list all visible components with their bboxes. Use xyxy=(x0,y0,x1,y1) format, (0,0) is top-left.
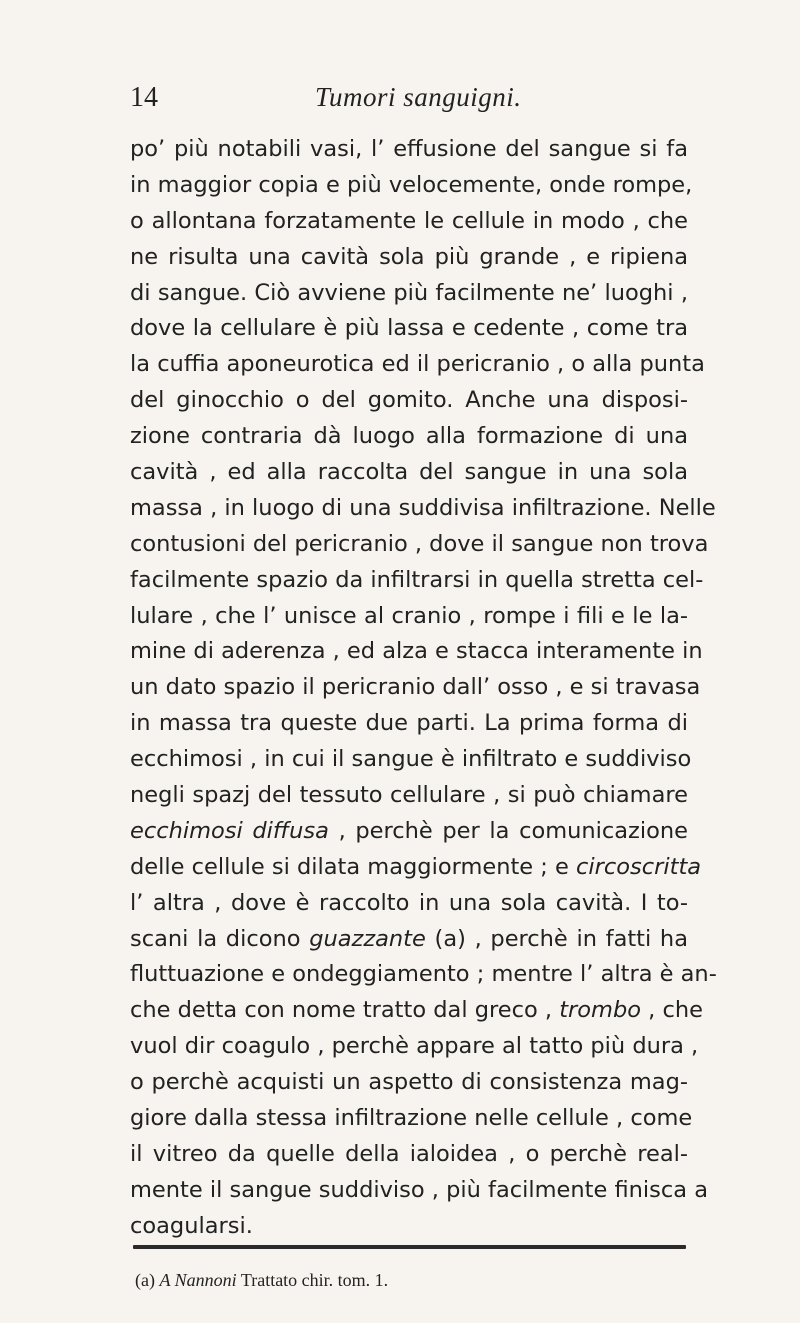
text-line xyxy=(130,599,688,635)
text-segment: zione contraria dà luogo alla formazione di una xyxy=(130,423,688,450)
text-segment: mine di aderenza , ed alza e stacca interamente in xyxy=(130,638,703,665)
text-segment: in maggior copia e più velocemente, onde rompe, xyxy=(130,171,693,198)
text-line xyxy=(130,168,693,204)
body-text xyxy=(130,132,717,1245)
text-segment: del ginocchio o del gomito. Anche una disposi- xyxy=(130,387,688,414)
running-title: Tumori sanguigni. xyxy=(315,82,522,112)
text-line xyxy=(130,276,688,312)
text-line xyxy=(130,993,703,1029)
text-line xyxy=(130,311,688,347)
text-line xyxy=(130,204,688,240)
text-line xyxy=(130,742,692,778)
text-segment: lulare , che l’ unisce al cranio , rompe i fili e le la- xyxy=(130,602,688,629)
page-number: 14 xyxy=(130,82,158,113)
text-segment: po’ più notabili vasi, l’ effusione del sangue si fa xyxy=(130,136,688,162)
text-line xyxy=(130,527,709,563)
text-segment: contusioni del pericranio , dove il sangue non trova xyxy=(130,530,709,557)
italic-term: trombo xyxy=(559,997,642,1024)
text-line xyxy=(130,1173,708,1209)
text-line xyxy=(130,563,704,599)
footnote-reference: Trattato chir. tom. 1. xyxy=(236,1270,389,1290)
text-segment: cavità , ed alla raccolta del sangue in una sola xyxy=(130,459,688,486)
text-line xyxy=(130,886,688,922)
text-segment: ne risulta una cavità sola più grande , e ripiena xyxy=(130,243,688,270)
footnote-rule xyxy=(133,1245,686,1249)
text-line xyxy=(130,347,705,383)
text-line xyxy=(130,778,688,814)
text-segment: negli spazj del tessuto cellulare , si può chiamare xyxy=(130,782,688,809)
text-line xyxy=(130,670,701,706)
text-segment: che detta con nome tratto dal greco , xyxy=(130,997,560,1024)
text-line xyxy=(130,1209,688,1245)
text-segment: la cuffia aponeurotica ed il pericranio , o alla punta xyxy=(130,351,705,378)
text-segment: mente il sangue suddiviso , più facilmente finisca a xyxy=(130,1176,708,1203)
text-segment: o allontana forzatamente le cellule in modo , che xyxy=(130,207,688,234)
text-line xyxy=(130,240,688,276)
text-segment: massa , in luogo di una suddivisa infiltrazione. Nelle xyxy=(130,494,716,521)
italic-term: circoscritta xyxy=(576,853,702,880)
text-segment: facilmente spazio da infiltrarsi in quella stretta cel- xyxy=(130,566,704,593)
text-line xyxy=(130,1101,693,1137)
text-segment: giore dalla stessa infiltrazione nelle cellule , come xyxy=(130,1105,693,1132)
text-segment: dove la cellulare è più lassa e cedente , come tra xyxy=(130,315,688,342)
italic-term: guazzante xyxy=(309,925,426,952)
text-line xyxy=(130,922,688,958)
text-segment: in massa tra queste due parti. La prima forma di xyxy=(130,710,688,737)
text-segment: scani la dicono xyxy=(130,925,310,952)
footnote-author: A Nannoni xyxy=(159,1270,237,1290)
italic-term: ecchimosi diffusa xyxy=(130,817,329,844)
text-line xyxy=(130,814,688,850)
text-segment: di sangue. Ciò avviene più facilmente ne’ luoghi , xyxy=(130,279,688,306)
text-segment: , perchè per la comunicazione xyxy=(328,817,688,844)
text-line xyxy=(130,491,716,527)
text-line xyxy=(130,706,688,742)
text-segment: coagularsi. xyxy=(130,1212,253,1239)
footnote-mark: (a) xyxy=(135,1270,155,1290)
text-line xyxy=(130,383,688,419)
text-segment: un dato spazio il pericranio dall’ osso , e si travasa xyxy=(130,674,701,701)
text-segment: , che xyxy=(641,997,703,1024)
text-segment: il vitreo da quelle della ialoidea , o perchè real- xyxy=(130,1140,688,1167)
footnote xyxy=(135,1270,388,1291)
text-line xyxy=(130,1137,688,1173)
text-segment: vuol dir coagulo , perchè appare al tatto più dura , xyxy=(130,1033,699,1060)
text-line xyxy=(130,634,703,670)
text-line xyxy=(130,957,717,993)
text-line xyxy=(130,1029,699,1065)
text-segment: o perchè acquisti un aspetto di consistenza mag- xyxy=(130,1069,688,1096)
text-segment: ecchimosi , in cui il sangue è infiltrato e suddiviso xyxy=(130,746,692,773)
text-segment: delle cellule si dilata maggiormente ; e xyxy=(130,853,577,880)
text-line xyxy=(130,455,688,491)
text-segment: l’ altra , dove è raccolto in una sola cavità. I to- xyxy=(130,889,688,916)
text-segment: (a) , perchè in fatti ha xyxy=(425,925,688,952)
text-line xyxy=(130,850,702,886)
text-line xyxy=(130,1065,688,1101)
text-line xyxy=(130,419,688,455)
page-header xyxy=(130,82,690,122)
text-segment: fluttuazione e ondeggiamento ; mentre l’ altra è an- xyxy=(130,961,717,988)
text-line xyxy=(130,132,688,168)
